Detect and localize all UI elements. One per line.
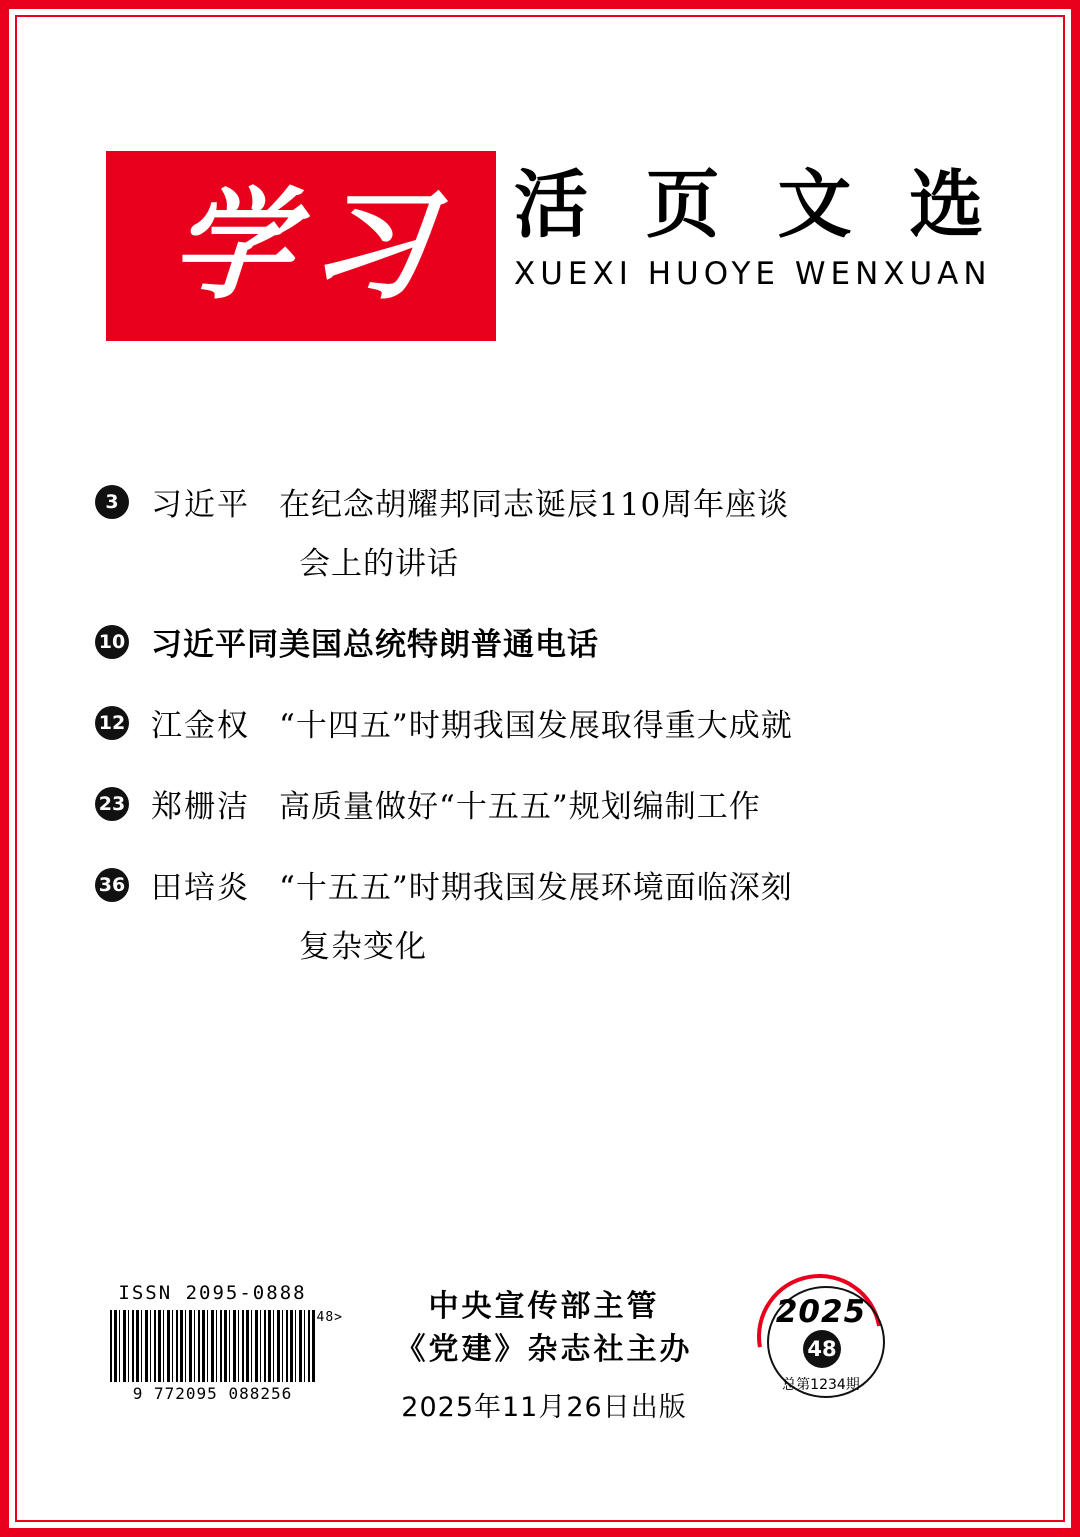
list-item[interactable] <box>9 479 1071 583</box>
title-block <box>514 159 1000 292</box>
issue-number-badge: 48 <box>803 1330 841 1368</box>
entry-title: “十五五”时期我国发展环境面临深刻 <box>279 870 793 906</box>
toc-entry-body <box>151 862 793 966</box>
issue-year: 2025 <box>775 1294 867 1330</box>
entry-title: 习近平同美国总统特朗普通电话 <box>151 627 599 663</box>
publisher-block <box>379 1286 709 1424</box>
toc-entry-body <box>151 619 599 664</box>
issue-stamp <box>757 1274 892 1409</box>
toc-entry-body <box>151 700 793 745</box>
entry-title: 在纪念胡耀邦同志诞辰110周年座谈 <box>279 487 790 523</box>
barcode-area <box>105 1282 343 1403</box>
toc-entry-body <box>151 781 761 826</box>
page-number-badge: 3 <box>95 485 129 519</box>
page-number-badge: 36 <box>95 868 129 902</box>
entry-author: 郑栅洁 <box>151 789 250 825</box>
issue-total-number: 总第1234期 <box>782 1377 860 1393</box>
toc-entry-body <box>151 479 789 583</box>
cover-footer <box>9 1282 1071 1442</box>
entry-title-continued: 复杂变化 <box>299 929 427 965</box>
entry-title: 高质量做好“十五五”规划编制工作 <box>279 789 761 825</box>
issn-text: ISSN 2095-0888 <box>118 1282 307 1304</box>
publisher-organizer: 《党建》杂志社主办 <box>395 1331 693 1367</box>
entry-title: “十四五”时期我国发展取得重大成就 <box>279 708 793 744</box>
list-item[interactable] <box>9 862 1071 966</box>
entry-author: 田培炎 <box>151 870 250 906</box>
table-of-contents <box>9 479 1071 1002</box>
magazine-title-pinyin: XUEXI HUOYE WENXUAN <box>514 255 992 292</box>
page-number-badge: 23 <box>95 787 129 821</box>
list-item[interactable] <box>9 619 1071 664</box>
masthead <box>9 141 1071 361</box>
page-number-badge: 12 <box>95 706 129 740</box>
list-item[interactable] <box>9 781 1071 826</box>
barcode-digits: 9 772095 088256 <box>132 1384 293 1403</box>
barcode-suffix: 48> <box>316 1310 343 1325</box>
entry-author: 习近平 <box>151 487 250 523</box>
list-item[interactable] <box>9 700 1071 745</box>
publish-date: 2025年11月26日出版 <box>401 1392 687 1424</box>
logo-wordmark: 学习 <box>167 175 453 316</box>
publisher-supervisor: 中央宣传部主管 <box>428 1289 660 1324</box>
logo-block <box>106 151 496 341</box>
entry-title-continued: 会上的讲话 <box>299 546 459 582</box>
magazine-title-cn: 活 页 文 选 <box>514 162 1000 248</box>
barcode-icon <box>110 1310 343 1382</box>
page-number-badge: 10 <box>95 625 129 659</box>
entry-author: 江金权 <box>151 708 250 744</box>
